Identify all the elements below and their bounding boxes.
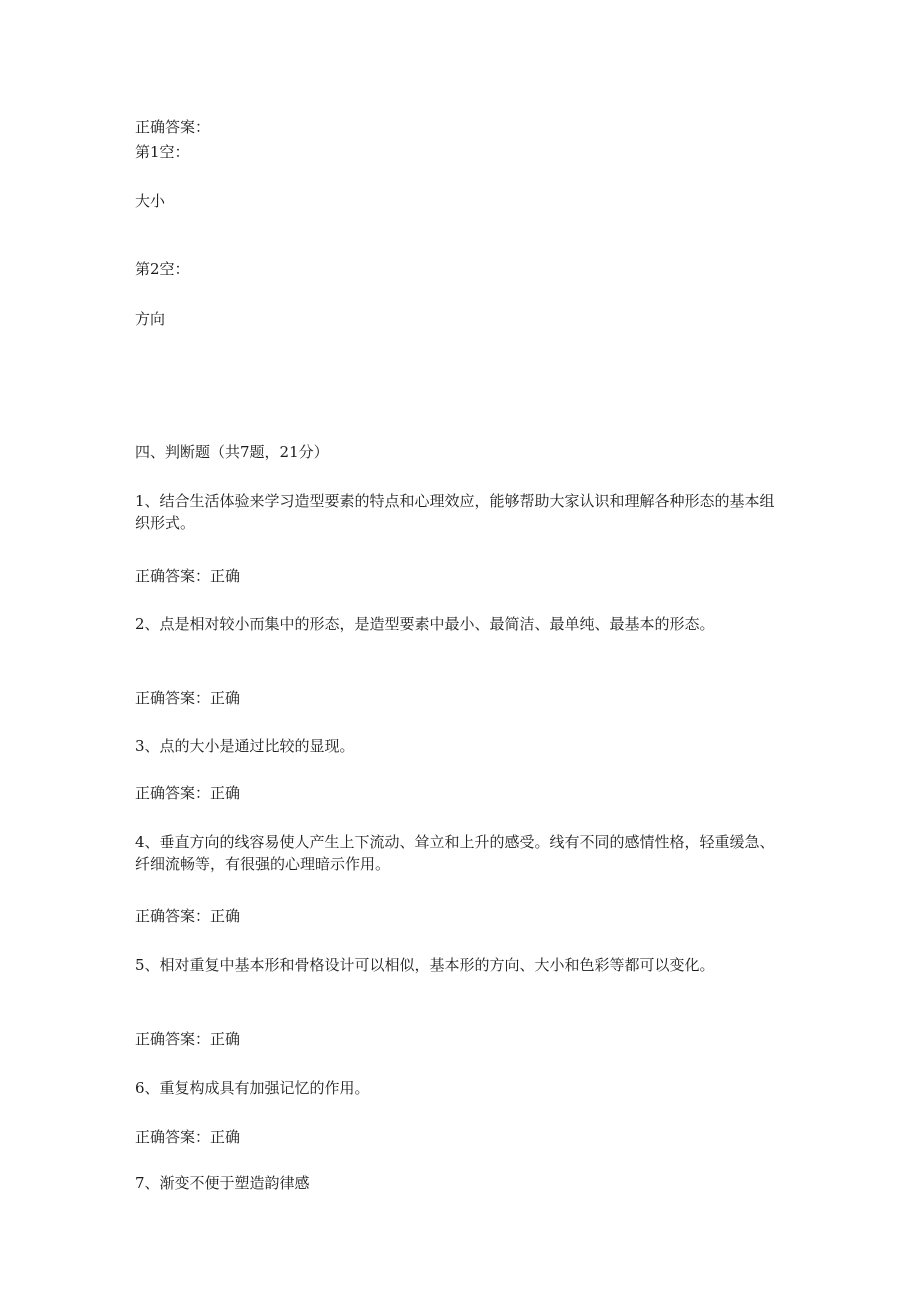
- question-6-text: 6、重复构成具有加强记忆的作用。: [135, 1079, 370, 1097]
- question-7-text: 7、渐变不便于塑造韵律感: [135, 1174, 310, 1192]
- question-1-text: 1、结合生活体验来学习造型要素的特点和心理效应，能够帮助大家认识和理解各种形态的基本组织形式。: [135, 492, 775, 532]
- section-title: 四、判断题（共7题，21分）: [135, 443, 329, 461]
- question-4-text: 4、垂直方向的线容易使人产生上下流动、耸立和上升的感受。线有不同的感情性格，轻重缓急、纤细流畅等，有很强的心理暗示作用。: [135, 833, 775, 873]
- question-1-answer: 正确答案：正确: [135, 567, 241, 585]
- question-2-text: 2、点是相对较小而集中的形态，是造型要素中最小、最简洁、最单纯、最基本的形态。: [135, 615, 715, 633]
- blank-1-label: 第1空：: [135, 143, 190, 161]
- question-5-text: 5、相对重复中基本形和骨格设计可以相似，基本形的方向、大小和色彩等都可以变化。: [135, 956, 715, 974]
- blank-1-value: 大小: [135, 192, 166, 210]
- answer-label: 正确答案：: [135, 118, 211, 136]
- question-3-text: 3、点的大小是通过比较的显现。: [135, 737, 355, 755]
- question-5-answer: 正确答案：正确: [135, 1030, 241, 1048]
- question-3-answer: 正确答案：正确: [135, 784, 241, 802]
- question-4-answer: 正确答案：正确: [135, 907, 241, 925]
- question-2-answer: 正确答案：正确: [135, 689, 241, 707]
- question-6-answer: 正确答案：正确: [135, 1128, 241, 1146]
- blank-2-label: 第2空：: [135, 260, 190, 278]
- blank-2-value: 方向: [135, 310, 166, 328]
